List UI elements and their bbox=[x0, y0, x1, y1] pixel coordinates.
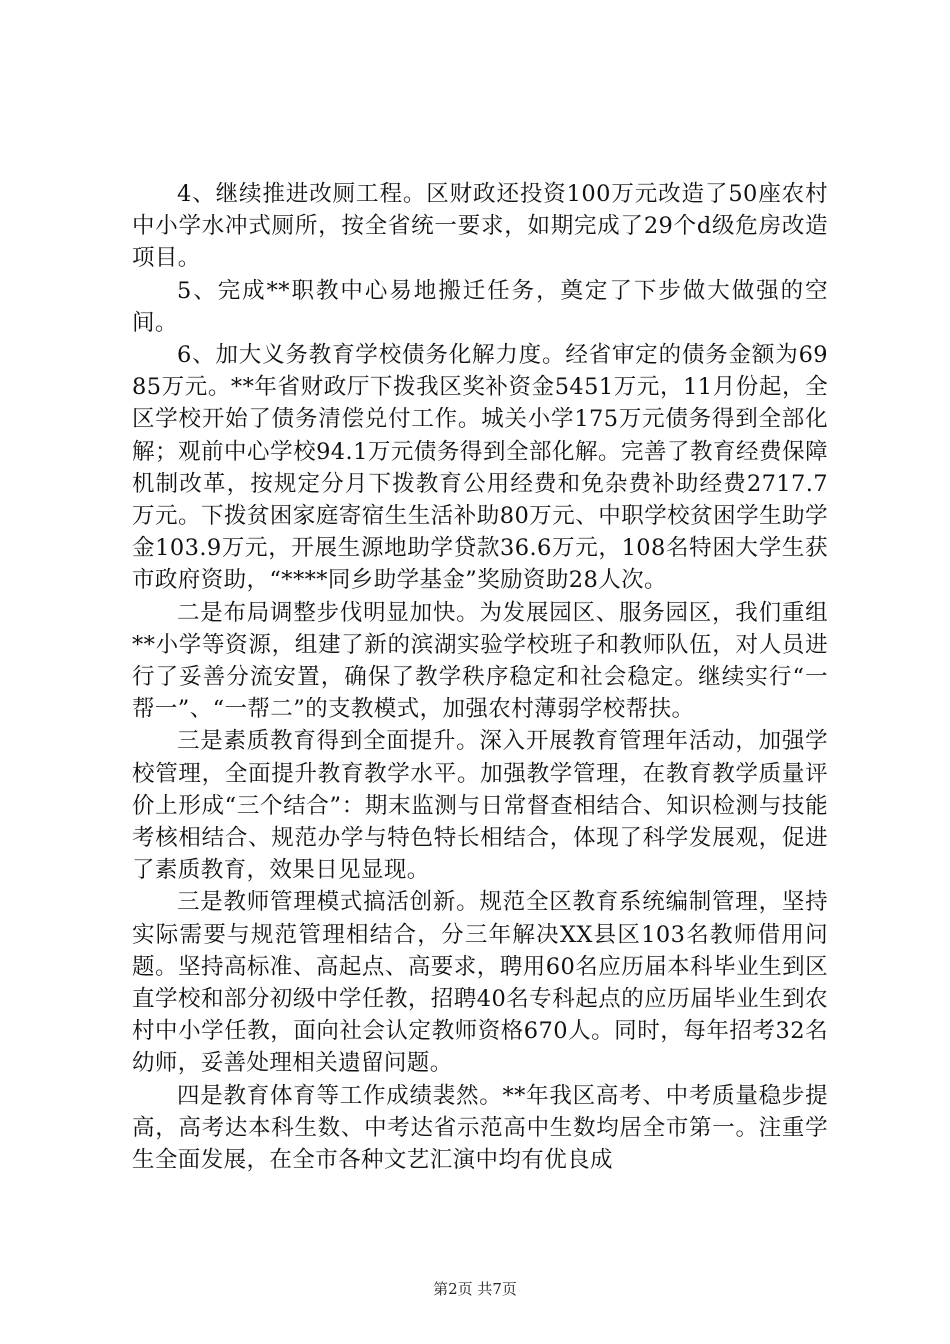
paragraph-quality-education: 三是素质教育得到全面提升。深入开展教育管理年活动，加强学校管理，全面提升教育教学水平。加强教学管理，在教育教学质量评价上形成“三个结合”：期末监测与日常督查相结合、知识检测与技能考核相结合、规范办学与特色特长相结合，体现了科学发展观，促进了素质教育，效果日见显现。 bbox=[132, 728, 828, 884]
page-footer: 第2页 共7页 bbox=[433, 1280, 517, 1298]
paragraph-reform-toilets: 4、继续推进改厕工程。区财政还投资100万元改造了50座农村中小学水冲式厕所，按全省统一要求，如期完成了29个d级危房改造项目。 bbox=[132, 181, 828, 272]
paragraph-layout-adjustment: 二是布局调整步伐明显加快。为发展园区、服务园区，我们重组**小学等资源，组建了新的滨湖实验学校班子和教师队伍，对人员进行了妥善分流安置，确保了教学秩序稳定和社会稳定。继续实行“一帮一”、“一帮二”的支教模式，加强农村薄弱学校帮扶。 bbox=[132, 599, 828, 723]
paragraph-vocational-center: 5、完成**职教中心易地搬迁任务，奠定了下步做大做强的空间。 bbox=[132, 277, 828, 336]
paragraph-teacher-management: 三是教师管理模式搞活创新。规范全区教育系统编制管理，坚持实际需要与规范管理相结合，分三年解决XX县区103名教师借用问题。坚持高标准、高起点、高要求，聘用60名应历届本科毕业生到区直学校和部分初级中学任教，招聘40名专科起点的应历届毕业生到农村中小学任教，面向社会认定教师资格670人。同时，每年招考32名幼师，妥善处理相关遗留问题。 bbox=[132, 889, 828, 1077]
paragraph-achievements: 四是教育体育等工作成绩裴然。**年我区高考、中考质量稳步提高，高考达本科生数、中考达省示范高中生数均居全市第一。注重学生全面发展，在全市各种文艺汇演中均有优良成 bbox=[132, 1082, 828, 1174]
document-body bbox=[132, 178, 828, 1176]
paragraph-debt-resolution: 6、加大义务教育学校债务化解力度。经省审定的债务金额为6985万元。**年省财政厅下拨我区奖补资金5451万元，11月份起，全区学校开始了债务清偿兑付工作。城关小学175万元债务得到全部化解；观前中心学校94.1万元债务得到全部化解。完善了教育经费保障机制改革，按规定分月下拨教育公用经费和免杂费补助经费2717.7万元。下拨贫困家庭寄宿生生活补助80万元、中职学校贫困学生助学金103.9万元，开展生源地助学贷款36.6万元，108名特困大学生获市政府资助，“****同乡助学基金”奖励资助28人次。 bbox=[132, 342, 828, 594]
